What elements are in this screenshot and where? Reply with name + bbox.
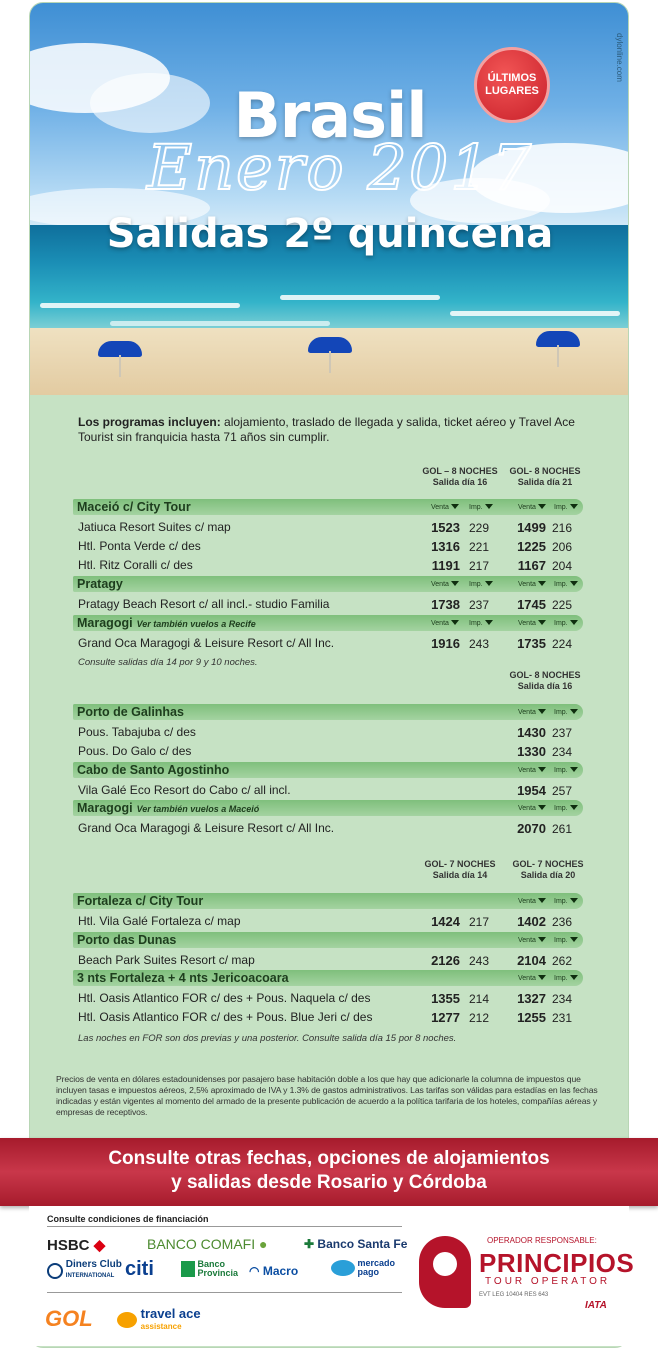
table-row: Htl. Oasis Atlantico FOR c/ des + Pous. Naquela c/ des 1355 214 1327 234 (78, 991, 573, 1006)
column-header: GOL- 8 NOCHES Salida día 21 (509, 466, 581, 487)
table-row: Pous. Do Galo c/ des 1330 234 (78, 744, 573, 759)
footnote: Consulte salidas día 14 por 9 y 10 noches. (78, 657, 258, 668)
table-row: Htl. Oasis Atlantico FOR c/ des + Pous. Blue Jeri c/ des 1277 212 1255 231 (78, 1010, 573, 1025)
group-bar: Maragogi Ver también vuelos a Maceió Venta Imp. (73, 800, 583, 816)
column-header: GOL- 7 NOCHES Salida día 20 (512, 859, 584, 880)
citi-logo: citi (125, 1258, 154, 1280)
table-row: Htl. Ponta Verde c/ des 1316 221 1225 206 (78, 539, 573, 554)
table-row: Htl. Ritz Coralli c/ des 1191 217 1167 204 (78, 558, 573, 573)
last-seats-badge: ÚLTIMOS LUGARES (474, 47, 550, 123)
column-header: GOL – 8 NOCHES Salida día 16 (422, 466, 498, 487)
group-bar: Maragogi Ver también vuelos a Recife Venta Imp. Venta Imp. (73, 615, 583, 631)
comafi-logo: BANCO COMAFI ● (147, 1236, 268, 1252)
group-bar: Maceió c/ City Tour Venta Imp. Venta Imp. (73, 499, 583, 515)
table-row: Htl. Vila Galé Fortaleza c/ map 1424 217 1402 236 (78, 914, 573, 929)
table-row: Beach Park Suites Resort c/ map 2126 243 2104 262 (78, 953, 573, 968)
banner-line1: Consulte otras fechas, opciones de alojamientos (108, 1148, 550, 1169)
column-header: GOL- 7 NOCHES Salida día 14 (424, 859, 496, 880)
column-header: GOL- 8 NOCHES Salida día 16 (509, 670, 581, 691)
hsbc-logo: HSBC ◆ (47, 1237, 106, 1254)
operator-sub: TOUR OPERATOR (485, 1276, 611, 1287)
financing-label: Consulte condiciones de financiación (47, 1214, 209, 1224)
hero-tagline: Salidas 2º quincena (106, 211, 554, 257)
table-row: Grand Oca Maragogi & Leisure Resort c/ All Inc. 2070 261 (78, 821, 573, 836)
macro-logo: ◠ Macro (249, 1264, 299, 1278)
cta-banner (0, 1138, 658, 1206)
operator-label: OPERADOR RESPONSABLE: (487, 1236, 597, 1245)
hero-image (30, 3, 629, 395)
evt-number: EVT LEG 10404 RES 643 (479, 1292, 549, 1298)
footnote: Las noches en FOR son dos previas y una posterior. Consulte salida día 15 por 8 noches. (78, 1033, 457, 1044)
mercadopago-logo: mercado pago (331, 1259, 395, 1277)
legal-text: Precios de venta en dólares estadounidenses por pasajero base habitación doble a los que hay que adicionarle la columna de impuestos que incluyen tasas e impuestos aéreos, 2,5% aproximado de IVA y 1.3% de gastos administrativos. Las tarifas son válidas para estadías en las fechas indicadas y están vigentes al momento del armado de la presente publicación de acuerdo a la política tarifaria de los hoteles, compañías aéreas y empresas de receptivos. (56, 1074, 598, 1117)
group-bar: Porto de Galinhas Venta Imp. (73, 704, 583, 720)
table-row: Pratagy Beach Resort c/ all incl.- studio Familia 1738 237 1745 225 (78, 597, 573, 612)
provincia-logo: Banco Provincia (181, 1260, 238, 1278)
iata-logo: IATA (585, 1300, 607, 1311)
group-bar: Pratagy Venta Imp. Venta Imp. (73, 576, 583, 592)
footer (29, 1206, 635, 1346)
group-bar: Fortaleza c/ City Tour Venta Imp. (73, 893, 583, 909)
hero-title: Brasil (233, 79, 427, 152)
group-bar: Porto das Dunas Venta Imp. (73, 932, 583, 948)
table-row: Grand Oca Maragogi & Leisure Resort c/ All Inc. 1916 243 1735 224 (78, 636, 573, 651)
travelace-logo: travel ace assistance (117, 1308, 201, 1332)
photo-credit: dylonline.com (615, 33, 624, 82)
intro-text: Los programas incluyen: alojamiento, traslado de llegada y salida, ticket aéreo y Travel Ace Tourist sin franquicia hasta 71 años sin cumplir. (78, 415, 575, 444)
banner-line2: y salidas desde Rosario y Córdoba (171, 1172, 487, 1193)
group-bar: 3 nts Fortaleza + 4 nts Jericoacoara Venta Imp. (73, 970, 583, 986)
santafe-logo: ✚ Banco Santa Fe (304, 1237, 408, 1251)
table-row: Jatiuca Resort Suites c/ map 1523 229 1499 216 (78, 520, 573, 535)
table-row: Vila Galé Eco Resort do Cabo c/ all incl. 1954 257 (78, 783, 573, 798)
diners-logo: Diners Club INTERNATIONAL (47, 1260, 122, 1281)
hero-subtitle: Enero 2017 (146, 131, 534, 204)
gol-logo: GOL (45, 1306, 93, 1331)
group-bar: Cabo de Santo Agostinho Venta Imp. (73, 762, 583, 778)
table-row: Pous. Tabajuba c/ des 1430 237 (78, 725, 573, 740)
operator-name: PRINCIPIOS (479, 1248, 635, 1278)
